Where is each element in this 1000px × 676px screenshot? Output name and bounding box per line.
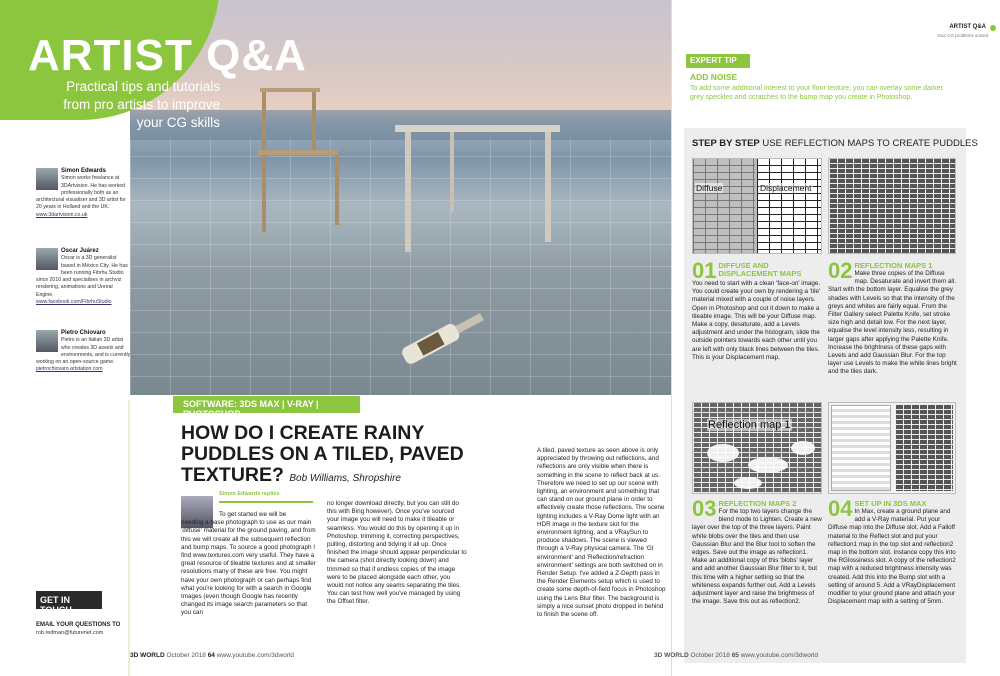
profile-link[interactable]: www.3dartvision.co.uk xyxy=(36,211,88,218)
article-column-3: A tiled, paved texture as seen above is only appreciated by throwing out reflections, and reflections are only visible when there is something in the scene to reflect back at us. Therefore we need to set up our scene with lighting, an environment and something that can stand on our ground plane in order to effectively create those reflections. The scene lighting includes a V-Ray Dome light with an HDR image in the texture slot for the environment lighting, and a VRaySun to produce shadows. The scene is viewed through a V-Ray physical camera. The 'GI environment' and 'Reflection/refraction environment' settings are both switched on in Render Setup. I've added a Z-Depth pass in the Render Elements setup which is used to create some depth-of-field focus in Photoshop using the Lens Blur filter. The background is simply a nice sunset photo dropped in behind to finish the scene off. xyxy=(537,447,666,619)
steps-title-bold: STEP BY STEP xyxy=(692,138,760,149)
step-01 xyxy=(692,258,824,362)
article-column-1 xyxy=(181,511,316,618)
footer-date: October 2018 xyxy=(166,652,206,659)
footer-left xyxy=(130,652,294,659)
reflection-layers-image xyxy=(828,158,956,254)
software-bar: SOFTWARE: 3DS MAX | V-RAY | PHOTOSHOP xyxy=(173,396,360,413)
profile-name: Pietro Chiovaro xyxy=(61,330,106,336)
expert-tip-title: ADD NOISE xyxy=(690,72,738,82)
step-number: 02 xyxy=(828,258,853,283)
step-title: SET UP IN 3DS MAX xyxy=(854,499,927,508)
step-title: REFLECTION MAPS 1 xyxy=(854,261,933,270)
reflection-map-1-image xyxy=(692,402,822,494)
profile-bio: Pietro is an Italian 3D artist who creates 3D assets and environments, and is currently working on an open-source game. xyxy=(36,337,131,366)
right-page xyxy=(672,0,1000,676)
header-dot-icon xyxy=(990,25,996,31)
lead-text: To get started we will be xyxy=(219,511,287,518)
reflection-map-1-label: Reflection map 1 xyxy=(708,419,791,431)
step-02 xyxy=(828,258,958,377)
right-header-tab: ARTIST Q&A xyxy=(949,24,986,30)
3ds-max-material-editor-image xyxy=(828,402,956,494)
profile-link[interactable]: www.facebook.com/FibrhuStudio xyxy=(36,299,112,306)
step-04 xyxy=(828,496,958,606)
step-number: 01 xyxy=(692,258,717,283)
step-number: 03 xyxy=(692,496,717,521)
profile-simon-edwards xyxy=(36,168,131,219)
steps-title-rest: USE REFLECTION MAPS TO CREATE PUDDLES xyxy=(762,138,978,149)
step-title: REFLECTION MAPS 2 xyxy=(718,499,797,508)
footer-page: 65 xyxy=(731,652,739,659)
section-title: ARTIST Q&A xyxy=(28,31,307,80)
byline: Bob Williams, Shropshire xyxy=(289,473,401,484)
profile-name: Oscar Juárez xyxy=(61,248,99,254)
avatar xyxy=(36,330,58,352)
section-subtitle: Practical tips and tutorials from pro artists to improve your CG skills xyxy=(63,79,220,130)
column-text: needing a base photograph to use as our main 'diffuse' material for the ground paving, and from this we will create all the subsequent reflection and bump maps. To source a good photograph I find www.textures.com very useful. They have a great resource of tileable textures and at smaller resolutions many of these are free. You might have your own photograph or can perhaps find what you're looking for with a search in Google Images (even though Google has recently changed its image search parameters so that you can xyxy=(181,519,316,617)
puddle-blobs-illustration xyxy=(693,403,822,494)
avatar xyxy=(36,248,58,270)
profile-pietro-chiovaro xyxy=(36,330,131,374)
article-headline xyxy=(181,423,521,489)
email-question-label: EMAIL YOUR QUESTIONS TO xyxy=(36,622,121,628)
profile-bio: Oscar is a 3D generalist based in México City. He has been running Fibrhu Studio since 2010 and specialises in archviz rendering, animations and Unreal Engine. xyxy=(36,255,128,298)
viewport-preview xyxy=(895,405,953,491)
displacement-label: Displacement xyxy=(760,183,812,193)
expert-tip-text: To add some additional interest to your floor texture, you can overlay some darker grey speckles and scratches to the bump map you create in Photoshop. xyxy=(690,85,943,101)
footer-url[interactable]: www.youtube.com/3dworld xyxy=(740,652,819,659)
step-text: Make three copies of the Diffuse map. Desaturate and invert them all. Start with the bottom layer. Equalise the grey shades with Levels so that the intensity of the greys and whites are fairly equal. From the Filter Gallery select Palette Knife, set stroke size high and detail low. For the next layer, equalise the level intensity less, resulting in larger gaps after applying the Palette Knife. Increase the brightness of these gaps with Levels and add Gaussian Blur. For the top layer use Levels to make the white lines bright and the tiles dark. xyxy=(828,270,957,376)
profile-oscar-juarez xyxy=(36,248,131,306)
footer-page: 64 xyxy=(207,652,215,659)
footer-brand: 3D WORLD xyxy=(130,652,165,659)
diffuse-map-image xyxy=(692,158,756,254)
green-rule xyxy=(219,501,313,503)
profile-link[interactable]: pietrochiovaro.artstation.com xyxy=(36,366,103,373)
replies-label: Simon Edwards replies xyxy=(219,491,280,497)
email-address[interactable]: rob.redman@futurenet.com xyxy=(36,630,104,636)
footer-right xyxy=(654,652,818,659)
get-in-touch-badge: GET IN TOUCH xyxy=(36,591,102,609)
step-text: You need to start with a clean 'face-on' image. You could create your own by rendering a 'tile' material mixed with a couple of noise layers. Open in Photoshop and cut it down to make a tileable image. This will be your Diffuse map. Make a copy, desaturate, add a Levels adjustment and under the histogram, slide the outside pointers towards each other until you are left with only black lines between the tiles. This is your Displacement map. xyxy=(692,280,821,361)
column-divider xyxy=(128,400,130,676)
expert-tip-label: EXPERT TIP xyxy=(686,54,750,68)
diffuse-label: Diffuse xyxy=(696,183,723,193)
article-column-2: no longer download directly, but you can still do this with Bing however). Once you've sourced your image you will need to make it tileable or seamless. You would do this by opening it up in Photoshop, trimming it, correcting perspectives, pulling, distorting and tidying it all up. Once finished the image should appear perpendicular to the camera (shot directly looking down) and trimmed so that if endless copies of the image were to be placed alongside each other, you would not notice any seams separating the tiles. You can test how well you've managed by using the Offset filter. xyxy=(327,500,467,606)
steps-title xyxy=(692,138,978,149)
footer-url[interactable]: www.youtube.com/3dworld xyxy=(216,652,295,659)
profile-name: Simon Edwards xyxy=(61,168,107,174)
right-header-sub: Your CG problems solved xyxy=(936,33,988,38)
step-title: DIFFUSE AND DISPLACEMENT MAPS xyxy=(718,261,802,278)
step-text: For the top two layers change the blend mode to Lighten. Create a new layer over the top of the three layers. Paint white blobs over the tiles and then use Gaussian Blur and the Blur tool to soften the edges. Save out the image as reflection1. Make an additional copy of this 'blobs' layer and add another Gaussian Blur filter to it, but this time with a higher setting so that the whiteness expands further out. Add a Levels adjustment layer and raise the brightness of the image. Save this out as reflection2. xyxy=(692,508,822,606)
avatar xyxy=(36,168,58,190)
footer-brand: 3D WORLD xyxy=(654,652,689,659)
step-03 xyxy=(692,496,824,606)
step-text: In Max, create a ground plane and add a V-Ray material. Put your Diffuse map into the Diffuse slot. Add a Falloff material to the Reflect slot and put your reflection1 map in the top slot and reflection2 map in the bottom slot. Instance copy this into the RGlossiness slot. A copy of the reflection2 map with a reduced brightness intensity was created. Add this into the Bump slot with a setting of around 5. Add a VRayDisplacement modifier to your ground plane and attach your Displacement map with a setting of 5mm. xyxy=(828,508,956,606)
material-editor-panel xyxy=(831,405,891,491)
profile-bio: Simon works freelance at 3DArtvision. He has worked professionally both as an architectural visualiser and 3D artist for 20 years in Holland and the UK. xyxy=(36,175,126,211)
displacement-map-image xyxy=(756,158,822,254)
footer-date: October 2018 xyxy=(690,652,730,659)
headline-text: HOW DO I CREATE RAINY PUDDLES ON A TILED, PAVED TEXTURE? xyxy=(181,422,464,486)
step-number: 04 xyxy=(828,496,853,521)
